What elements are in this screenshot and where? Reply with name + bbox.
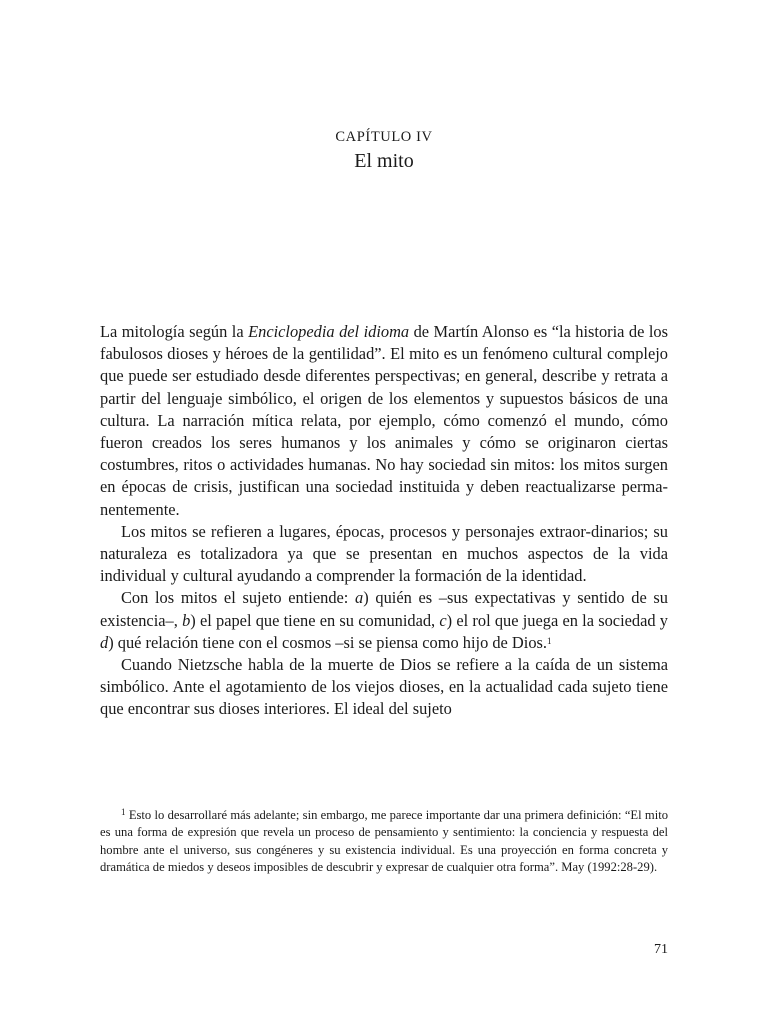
footnotes	[100, 807, 668, 876]
paragraph-3	[100, 587, 668, 654]
list-marker-c: c	[439, 610, 447, 630]
footnote-text: Esto lo desarrollaré más adelante; sin embargo, me parece importante dar una primera definición: “El mito es una forma de expresión que revela un proceso de pensamiento y sentimiento: la conciencia y respuesta del hombre ante el universo, sus congéneres y su existencia individual. Es una proyección en forma concreta y dramática de miedos y deseos imposibles de descubrir y expresar de cualquier otra forma”. May (1992:28-29).	[100, 808, 668, 874]
paragraph-text: La mitología según la	[100, 322, 249, 341]
footnote-1	[100, 807, 668, 876]
paragraph-text: Con los mitos el sujeto entiende:	[121, 588, 356, 608]
paragraph-text: ) qué relación tiene con el cosmos –si se piensa como hijo de Dios.	[108, 632, 547, 652]
footnote-marker: 1	[121, 807, 126, 817]
paragraph-text: ) quién es –sus expectativas y sentido de su existencia–,	[100, 588, 668, 630]
paragraph-1	[100, 321, 668, 521]
list-marker-b: b	[182, 610, 191, 630]
list-marker-a: a	[355, 588, 364, 608]
paragraph-text: ) el papel que tiene en su comunidad,	[190, 610, 440, 630]
chapter-title: El mito	[354, 150, 414, 172]
list-marker-d: d	[100, 632, 109, 652]
paragraph-2	[100, 521, 668, 588]
book-title-italic: Enciclopedia del idioma	[248, 322, 410, 341]
body-text	[100, 321, 668, 721]
footnote-reference[interactable]: 1	[547, 635, 552, 646]
paragraph-text: Cuando Nietzsche habla de la muerte de Dios se refiere a la caída de un sistema simbólico. Ante el agotamiento de los viejos dioses, en la actualidad cada sujeto tiene que encontrar sus dioses interiores. El ideal del sujeto	[100, 655, 668, 719]
paragraph-4	[100, 654, 668, 721]
paragraph-text: de Martín Alonso es “la historia de los fabulosos dioses y héroes de la gentilidad”. El mito es un fenómeno cultural complejo que puede ser estudiado desde diferentes perspectivas; en general, describe y retrata a partir del lenguaje simbólico, el origen de los elementos y supuestos básicos de una cultura. La narración mítica relata, por ejemplo, cómo comenzó el mundo, cómo fueron creados los seres humanos y los animales y cómo se originaron ciertas costumbres, ritos o actividades humanas. No hay sociedad sin mitos: los mitos surgen en épocas de crisis, justifican una sociedad instituida y deben reactualizarse perma-nentemente.	[100, 322, 668, 519]
chapter-label: CAPÍTULO IV	[335, 129, 433, 145]
page-number: 71	[654, 942, 668, 957]
paragraph-text: ) el rol que juega en la sociedad y	[446, 610, 669, 630]
paragraph-text: Los mitos se refieren a lugares, épocas, procesos y personajes extraor-dinarios; su naturaleza es totalizadora ya que se presentan en muchos aspectos de la vida individual y cultural ayudando a comprender la formación de la identidad.	[100, 521, 668, 586]
